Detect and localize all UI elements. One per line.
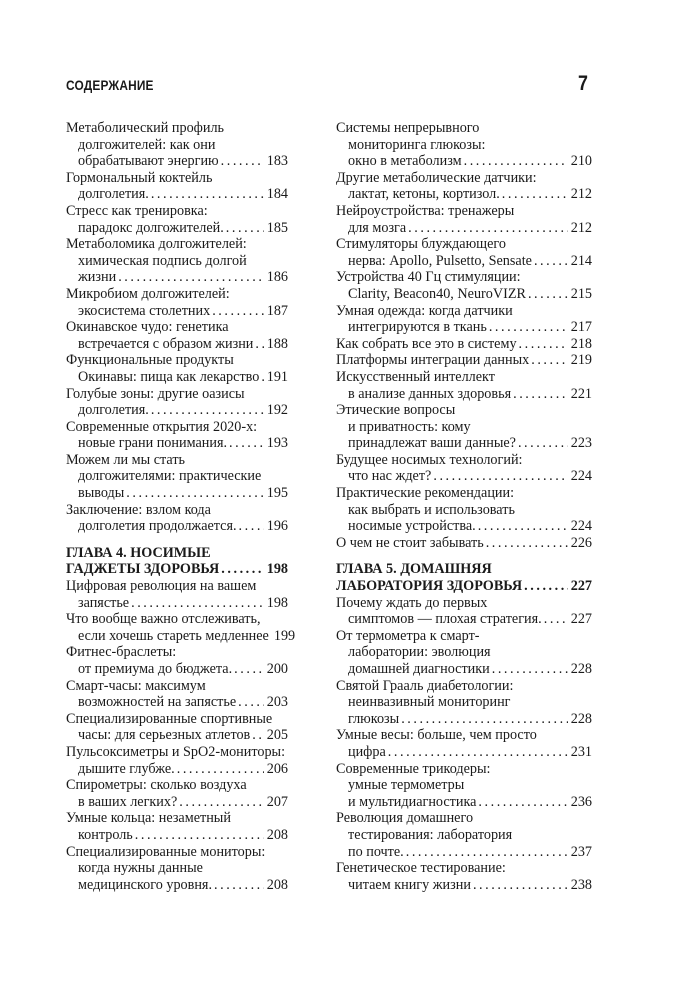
toc-entry-line: лактат, кетоны, кортизол. [348,186,500,203]
toc-page-number: 228 [570,661,592,677]
toc-entry-line: Смарт-часы: максимум [66,677,206,694]
dot-leader [502,186,568,203]
toc-entry[interactable] [66,744,288,777]
toc-entry-last-line [336,611,592,628]
toc-page-number: 212 [570,219,592,236]
dot-leader [388,744,568,761]
toc-entry-line: неинвазивный мониторинг [348,694,511,711]
toc-page-number: 226 [570,534,592,551]
toc-entry-line: Умная одежда: когда датчики [336,302,513,319]
toc-entry[interactable] [66,578,288,611]
toc-entry-line: интегрируются в ткань [348,319,487,336]
toc-chapter-heading[interactable] [336,561,592,594]
toc-entry-line: ЛАБОРАТОРИЯ ЗДОРОВЬЯ [336,578,523,595]
toc-entry[interactable] [336,120,592,170]
toc-entry-line: Метаболический профиль [66,120,225,136]
toc-entry-line: Спирометры: сколько воздуха [66,777,247,794]
toc-entry-line: Почему ждать до первых [336,594,488,611]
toc-entry[interactable] [66,452,288,502]
toc-entry-line: читаем книгу жизни [348,876,471,893]
toc-chapter-heading[interactable] [66,545,288,578]
toc-entry-line: нерва: Apollo, Pulsetto, Sensate [348,252,532,269]
toc-page-number: 218 [570,335,592,352]
toc-entry[interactable] [336,535,592,552]
toc-entry-line: Умные кольца: незаметный [66,810,231,827]
toc-entry-line: носимые устройства. [348,518,476,535]
page-title: СОДЕРЖАНИЕ [66,78,154,93]
toc-entry[interactable] [66,120,288,170]
toc-page-number: 215 [570,285,592,302]
toc-entry-last-line [66,727,288,744]
toc-entry[interactable] [66,777,288,810]
toc-entry-line: экосистема столетних [78,302,211,319]
toc-page-number: 198 [266,594,288,611]
toc-entry-line: Умные весы: больше, чем просто [336,727,537,744]
toc-entry-last-line [336,153,592,170]
toc-entry-line: симптомов — плохая стратегия. [348,611,542,628]
toc-entry-line: ГАДЖЕТЫ ЗДОРОВЬЯ [66,561,220,578]
toc-page-number: 221 [570,385,592,402]
page-number: 7 [578,72,588,95]
toc-entry[interactable] [66,810,288,843]
toc-entry[interactable] [66,236,288,286]
toc-entry-line: долголетия. [78,186,149,203]
toc-entry-line: Метаболомика долгожителей: [66,236,247,253]
toc-entry-last-line [336,319,592,336]
toc-entry-last-line [336,253,592,270]
toc-page-number: 183 [266,153,288,170]
toc-left-column [66,120,296,893]
dot-leader [531,352,567,369]
toc-entry[interactable] [66,502,288,535]
dot-leader [489,319,568,336]
toc-entry-line: Нейроустройства: тренажеры [336,202,515,219]
toc-entry-last-line [66,561,288,578]
toc-entry-last-line [66,627,296,645]
dot-leader [478,518,568,535]
toc-entry-line: если хочешь стареть медленнее [78,627,269,644]
toc-entry-line: возможностей на запястье [78,694,237,711]
toc-entry[interactable] [336,402,592,452]
toc-page-number: 223 [570,435,592,452]
dot-leader [406,844,568,861]
toc-entry-line: химическая подпись долгой [78,252,247,269]
toc-entry-line: Что вообще важно отслеживать, [66,611,261,628]
toc-entry-last-line [336,386,592,403]
toc-entry-line: и приватность: кому [348,418,471,435]
dot-leader [177,761,264,778]
toc-page-number: 208 [266,876,288,893]
toc-entry[interactable] [336,595,592,628]
toc-entry-line: Микробиом долгожителей: [66,285,230,302]
toc-entry-line: От термометра к смарт- [336,627,480,644]
dot-leader [179,794,263,811]
toc-entry-last-line [66,369,288,386]
toc-entry-last-line [336,877,592,894]
toc-entry-line: Окинавское чудо: генетика [66,319,229,336]
toc-page-number: 195 [266,485,288,502]
toc-entry-line: когда нужны данные [78,860,203,877]
dot-leader [492,661,568,678]
toc-entry-last-line [336,186,592,203]
dot-leader [473,877,568,894]
toc-entry-line: в ваших легких? [78,793,178,810]
toc-entry-line: парадокс долгожителей. [78,219,224,236]
toc-page-number: 227 [570,578,592,595]
toc-entry[interactable] [336,678,592,728]
dot-leader [221,561,263,578]
toc-entry-last-line [66,220,288,237]
toc-entry-line: по почте. [348,843,404,860]
toc-entry-line: Clarity, Beacon40, NeuroVIZR [348,285,526,302]
toc-entry-line: Можем ли мы стать [66,451,185,468]
dot-leader [518,435,568,452]
toc-entry-line: Этические вопросы [336,402,456,419]
toc-entry[interactable] [336,269,592,302]
toc-page-number: 238 [570,876,592,893]
toc-entry-line: и мультидиагностика [348,793,477,810]
toc-entry-line: Современные трикодеры: [336,760,491,777]
toc-entry-line: Фитнес-браслеты: [66,644,177,661]
toc-entry[interactable] [66,386,288,419]
toc-entry[interactable] [336,352,592,369]
toc-entry[interactable] [336,761,592,811]
toc-page-number: 208 [266,826,288,843]
toc-entry-line: от премиума до бюджета. [78,661,233,677]
toc-entry-line: Будущее носимых технологий: [336,451,523,468]
dot-leader [239,518,264,535]
toc-entry-line: ГЛАВА 4. НОСИМЫЕ [66,544,211,561]
dot-leader [234,661,264,678]
dot-leader [519,336,568,353]
toc-entry-line: умные термометры [348,777,465,794]
toc-entry-line: выводы [78,485,125,502]
dot-leader [238,694,264,711]
toc-entry-line: Цифровая революция на вашем [66,578,257,595]
toc-entry-last-line [66,827,288,844]
toc-entry-line: О чем не стоит забывать [336,534,484,551]
toc-entry-line: Специализированные спортивные [66,710,273,727]
toc-entry[interactable] [336,170,592,203]
toc-entry-line: Платформы интеграции данных [336,352,530,369]
toc-entry-last-line [336,578,592,595]
toc-entry-line: что нас ждет? [348,468,432,485]
toc-entry[interactable] [336,727,592,760]
toc-entry-line: долголетия продолжается. [78,518,237,535]
toc-page-number: 212 [570,186,592,203]
toc-entry-line: Современные открытия 2020-х: [66,418,258,435]
toc-entry-last-line [336,794,592,811]
toc-entry-last-line [66,694,288,711]
toc-entry[interactable] [336,452,592,485]
toc-entry-last-line [66,186,288,203]
toc-entry[interactable] [66,419,288,452]
toc-entry-last-line [66,153,288,170]
toc-entry-last-line [66,518,288,535]
toc-entry[interactable] [336,336,592,353]
dot-leader [135,827,264,844]
toc-page-number: 207 [266,793,288,810]
toc-entry-line: цифра [348,743,386,760]
toc-page-number: 236 [570,793,592,810]
toc-entry[interactable] [66,611,296,644]
dot-leader [464,153,568,170]
toc-entry-line: в анализе данных здоровья [348,385,512,402]
toc-page-number: 199 [273,627,296,644]
toc-entry-line: запястье [78,594,130,611]
toc-entry-line: Голубые зоны: другие оазисы [66,385,245,402]
toc-entry-line: Революция домашнего [336,810,474,827]
toc-entry-last-line [66,595,288,612]
toc-entry-last-line [66,485,288,502]
toc-entry[interactable] [66,319,288,352]
toc-entry[interactable] [336,485,592,535]
toc-entry-last-line [336,286,592,303]
toc-entry[interactable] [66,644,288,677]
toc-page-number: 228 [570,710,592,727]
toc-entry-last-line [66,877,288,894]
toc-entry-line: Искусственный интеллект [336,368,495,385]
dot-leader [513,386,568,403]
toc-entry[interactable] [66,286,288,319]
toc-right-column [336,120,592,893]
toc-entry-line: дышите глубже. [78,760,175,777]
toc-entry-last-line [336,336,592,353]
toc-entry-last-line [336,220,592,237]
dot-leader [524,578,568,595]
toc-entry-line: Функциональные продукты [66,352,234,369]
toc-entry-line: лаборатории: эволюция [348,644,491,661]
toc-page-number: 192 [266,402,288,419]
toc-entry-line: Как собрать все это в систему [336,335,517,352]
toc-page-number: 184 [266,186,288,203]
toc-page-number: 186 [266,269,288,286]
dot-leader [544,611,568,628]
toc-page-number: 217 [570,319,592,336]
dot-leader [433,468,567,485]
toc-entry[interactable] [336,236,592,269]
toc-entry-line: долголетия. [78,402,149,419]
toc-page-number: 200 [266,661,288,677]
toc-entry-last-line [336,468,592,485]
toc-page-number: 187 [266,302,288,319]
toc-page-number: 210 [570,153,592,170]
toc-page-number: 224 [570,468,592,485]
dot-leader [255,336,263,353]
toc-page-number: 203 [266,694,288,711]
toc-entry-line: Пульсоксиметры и SpO2-мониторы: [66,743,286,760]
toc-page-number: 191 [266,368,288,385]
dot-leader [151,402,264,419]
toc-page-number: 198 [266,561,288,578]
toc-entry-line: Стресс как тренировка: [66,202,208,219]
toc-entry[interactable] [66,844,288,894]
dot-leader [261,369,263,386]
toc-entry-last-line [66,402,288,419]
toc-page-number: 237 [570,843,592,860]
toc-page-number: 206 [266,760,288,777]
dot-leader [534,253,568,270]
toc-entry-last-line [66,435,288,452]
dot-leader [226,220,264,237]
toc-page-number: 214 [570,252,592,269]
toc-entry-last-line [66,794,288,811]
toc-entry-line: медицинского уровня. [78,876,212,893]
toc-entry-last-line [66,303,288,320]
toc-page-number: 224 [570,518,592,535]
toc-entry-line: ГЛАВА 5. ДОМАШНЯЯ [336,561,492,578]
toc-entry-line: часы: для серьезных атлетов [78,727,251,744]
toc-entry-line: жизни [78,269,117,286]
toc-entry[interactable] [336,810,592,860]
toc-entry[interactable] [66,352,288,385]
toc-entry[interactable] [336,203,592,236]
toc-entry[interactable] [66,711,288,744]
dot-leader [528,286,568,303]
toc-entry-line: Генетическое тестирование: [336,860,506,877]
toc-entry-line: Стимуляторы блуждающего [336,236,506,253]
toc-entry-last-line [336,711,592,728]
toc-entry-line: мониторинга глюкозы: [348,136,486,153]
dot-leader [221,153,264,170]
toc-entry-last-line [336,844,592,861]
toc-entry-line: принадлежат ваши данные? [348,435,516,452]
dot-leader [408,220,568,237]
toc-entry-line: Святой Грааль диабетологии: [336,677,514,694]
toc-entry[interactable] [66,678,288,711]
toc-entry-line: контроль [78,826,133,843]
toc-entry[interactable] [336,303,592,336]
toc-entry-line: долгожителями: практические [78,468,262,485]
toc-entry-last-line [336,661,592,678]
dot-leader [131,595,264,612]
toc-entry-last-line [66,336,288,353]
toc-entry-line: для мозга [348,219,407,236]
dot-leader [486,535,568,552]
dot-leader [212,303,264,320]
dot-leader [214,877,264,894]
toc-entry-line: новые грани понимания. [78,435,228,452]
toc-entry-line: Заключение: взлом кода [66,501,211,518]
toc-entry-last-line [336,435,592,452]
toc-entry-line: Системы непрерывного [336,120,480,136]
dot-leader [118,269,264,286]
toc-entry-last-line [336,535,592,552]
toc-entry-last-line [66,269,288,286]
toc-entry[interactable] [336,628,592,678]
toc-entry-last-line [336,352,592,369]
dot-leader [478,794,567,811]
toc-entry-line: окно в метаболизм [348,153,462,170]
toc-entry-line: Устройства 40 Гц стимуляции: [336,269,521,286]
dot-leader [229,435,264,452]
toc-entry-line: тестирования: лаборатория [348,826,513,843]
toc-entry-line: Гормональный коктейль [66,169,213,186]
toc-entry-last-line [66,661,288,678]
toc-entry[interactable] [336,369,592,402]
dot-leader [126,485,263,502]
toc-page-number: 193 [266,435,288,452]
toc-entry-line: встречается с образом жизни [78,335,254,352]
toc-entry[interactable] [336,860,592,893]
toc-entry-line: долгожителей: как они [78,136,216,153]
toc-entry-line: как выбрать и использовать [348,501,515,518]
toc-page-number: 185 [266,219,288,236]
toc-entry-line: Другие метаболические датчики: [336,169,537,186]
toc-page-number: 188 [266,335,288,352]
toc-entry-line: глюкозы [348,710,400,727]
toc-page-number: 219 [570,352,592,369]
dot-leader [252,727,263,744]
toc-entry-line: обрабатывают энергию [78,153,219,170]
toc-page-number: 205 [266,727,288,744]
toc-entry-line: Практические рекомендации: [336,485,515,502]
toc-entry[interactable] [66,203,288,236]
toc-entry-line: Окинавы: пища как лекарство [78,368,260,385]
dot-leader [401,711,568,728]
toc-page-number: 231 [570,743,592,760]
toc-page-number: 227 [570,611,592,628]
toc-entry-last-line [336,744,592,761]
toc-entry-last-line [336,518,592,535]
toc-entry[interactable] [66,170,288,203]
toc-entry-line: домашней диагностики [348,661,490,677]
dot-leader [151,186,264,203]
toc-entry-last-line [66,761,288,778]
toc-entry-line: Специализированные мониторы: [66,843,266,860]
toc-page-number: 196 [266,518,288,535]
